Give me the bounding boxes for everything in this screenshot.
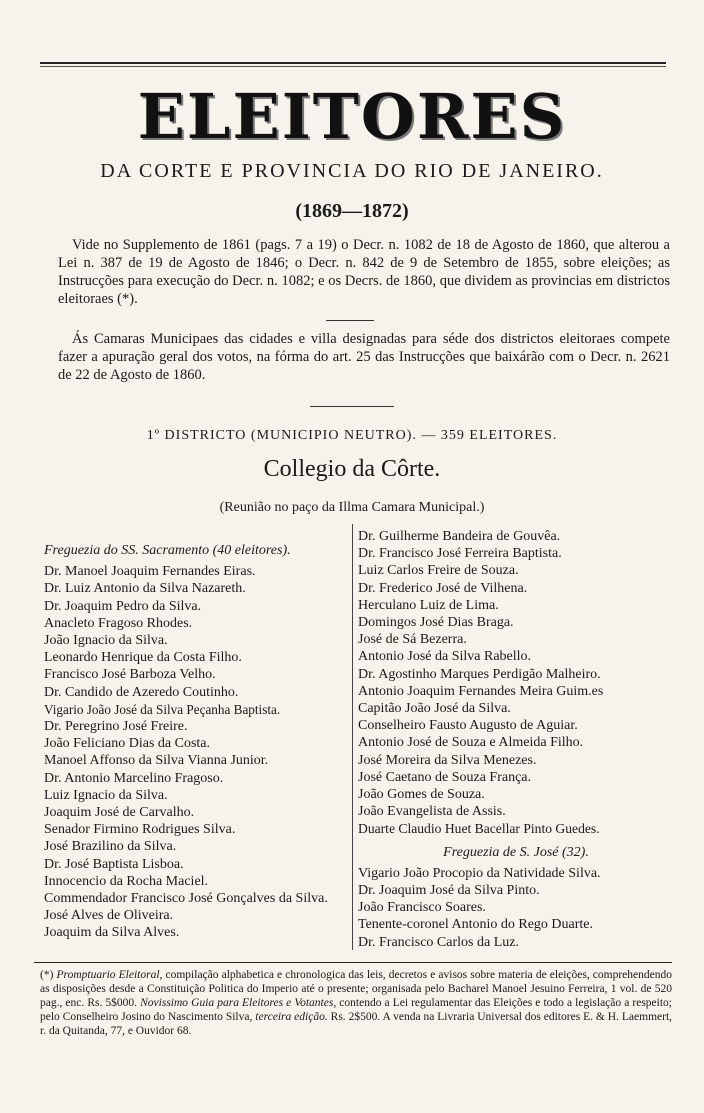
district-heading: 1º DISTRICTO (MUNICIPIO NEUTRO). — 359 ELEITORES. (146, 428, 558, 443)
list-item: Dr. Candido de Azeredo Coutinho. (44, 684, 239, 700)
list-item: Duarte Claudio Huet Bacellar Pinto Guedes. (358, 821, 600, 837)
list-item: José Moreira da Silva Menezes. (358, 752, 537, 768)
list-item: Dr. Manoel Joaquim Fernandes Eiras. (44, 564, 256, 580)
years-range: (1869—1872) (295, 200, 409, 222)
list-item: Dr. Francisco José Ferreira Baptista. (358, 546, 562, 562)
list-item: Vigario João Procopio da Natividade Silva. (358, 865, 601, 881)
list-item: Senador Firmino Rodrigues Silva. (44, 822, 236, 838)
list-item: Commendador Francisco José Gonçalves da Silva. (44, 891, 328, 907)
list-item: José Alves de Oliveira. (44, 908, 174, 924)
list-item: Anacleto Fragoso Rhodes. (44, 615, 193, 631)
list-item: Dr. Joaquim José da Silva Pinto. (358, 883, 540, 899)
list-item: Joaquim José de Carvalho. (44, 805, 195, 821)
intro-paragraph-1: Vide no Supplemento de 1861 (pags. 7 a 19) o Decr. n. 1082 de 18 de Agosto de 1860, que alterou a Lei n. 387 de 19 de Agosto de 1846; o Decr. n. 842 de 9 de Setembro de 1855, sobre eleições; as Instrucções para execução do Decr. n. 1082; e os Decrs. de 1860, que dividem as provincias em districtos eleitoraes (*). (58, 237, 670, 307)
list-item: Manoel Affonso da Silva Vianna Junior. (44, 753, 269, 769)
list-item: João Feliciano Dias da Costa. (44, 736, 211, 752)
right-column (358, 528, 674, 951)
left-column (44, 528, 350, 942)
intro-paragraph-2: Ás Camaras Municipaes das cidades e villa designadas para séde dos districtos eleitoraes compete fazer a apuração geral dos votos, na fórma do art. 25 das Instrucções que baixárão com o Decr. n. 2621 de 22 de Agosto de 1860. (58, 331, 670, 383)
list-item: Dr. José Baptista Lisboa. (44, 856, 184, 872)
list-item: Antonio Joaquim Fernandes Meira Guim.es (358, 683, 604, 699)
footnote-text-2: contendo a Lei regulamentar das Eleições e todo a legislação a respeito; pelo Conselheiro Josino do Nascimento Silva, (40, 997, 672, 1023)
list-item: Innocencio da Rocha Maciel. (44, 873, 209, 889)
footnote-marker: (*) (40, 969, 54, 981)
list-item: José Caetano de Souza França. (358, 769, 531, 785)
list-item: Dr. Luiz Antonio da Silva Nazareth. (44, 581, 246, 597)
footnote (40, 968, 672, 1038)
column-divider (352, 524, 353, 950)
list-item: Dr. Guilherme Bandeira de Gouvêa. (358, 529, 561, 544)
list-item: Francisco José Barboza Velho. (44, 667, 216, 683)
meeting-note: (Reunião no paço da Illma Camara Municipal.) (219, 500, 485, 515)
parish-heading-sacramento: Freguezia do SS. Sacramento (40 eleitores). (44, 543, 291, 558)
footnote-title-1: Promptuario Eleitoral, (56, 969, 163, 981)
parish-heading-sao-jose: Freguezia de S. José (32). (443, 844, 589, 860)
list-item: Tenente-coronel Antonio do Rego Duarte. (358, 917, 594, 933)
top-rule (40, 62, 666, 64)
list-item: João Evangelista de Assis. (358, 804, 506, 820)
section-divider (326, 320, 374, 321)
list-item: José de Sá Bezerra. (358, 632, 467, 648)
list-item: Luiz Ignacio da Silva. (44, 787, 168, 803)
page-title: ELEITORES (137, 80, 567, 153)
list-item: Vigario João José da Silva Peçanha Baptista. (44, 701, 281, 717)
page-subtitle: DA CORTE E PROVINCIA DO RIO DE JANEIRO. (100, 160, 604, 182)
top-rule-thin (40, 66, 666, 67)
section-divider-2 (310, 406, 394, 407)
list-item: João Francisco Soares. (358, 900, 486, 916)
list-item: Luiz Carlos Freire de Souza. (358, 563, 519, 579)
list-item: João Gomes de Souza. (358, 787, 485, 803)
footnote-title-3: terceira edição. (255, 1011, 328, 1023)
footnote-title-2: Novissimo Guia para Eleitores e Votantes, (140, 997, 337, 1009)
list-item: Dr. Francisco Carlos da Luz. (358, 934, 519, 950)
list-item: Antonio José da Silva Rabello. (358, 649, 532, 665)
footnote-text-1: compilação alphabetica e chronologica das leis, decretos e avisos sobre materia de eleições, comprehendendo as disposições desde a Constituição Politica do Imperio até o presente; organisada pelo Bacharel Manoel Jesuino Ferreira, 1 vol. de 520 pag., enc. Rs. 5$000. (40, 969, 672, 1009)
footnote-rule (34, 962, 672, 963)
list-item: Joaquim da Silva Alves. (44, 925, 180, 941)
list-item: João Ignacio da Silva. (44, 633, 168, 649)
list-item: Leonardo Henrique da Costa Filho. (44, 650, 242, 666)
list-item: Antonio José de Souza e Almeida Filho. (358, 735, 584, 751)
list-item: Conselheiro Fausto Augusto de Aguiar. (358, 718, 578, 734)
list-item: José Brazilino da Silva. (44, 839, 177, 855)
list-item: Dr. Peregrino José Freire. (44, 719, 188, 735)
college-heading: Collegio da Côrte. (263, 456, 441, 482)
list-item: Capitão João José da Silva. (358, 701, 511, 717)
list-item: Dr. Antonio Marcelino Fragoso. (44, 770, 224, 786)
list-item: Dr. Joaquim Pedro da Silva. (44, 598, 202, 614)
list-item: Dr. Agostinho Marques Perdigão Malheiro. (358, 666, 601, 682)
list-item: Dr. Frederico José de Vilhena. (358, 580, 528, 596)
list-item: Domingos José Dias Braga. (358, 615, 514, 631)
footnote-text-3: Rs. 2$500. A venda na Livraria Universal dos editores E. & H. Laemmert, r. da Quitanda, 77, e Ouvidor 68. (40, 1011, 673, 1037)
list-item: Herculano Luiz de Lima. (358, 597, 499, 613)
